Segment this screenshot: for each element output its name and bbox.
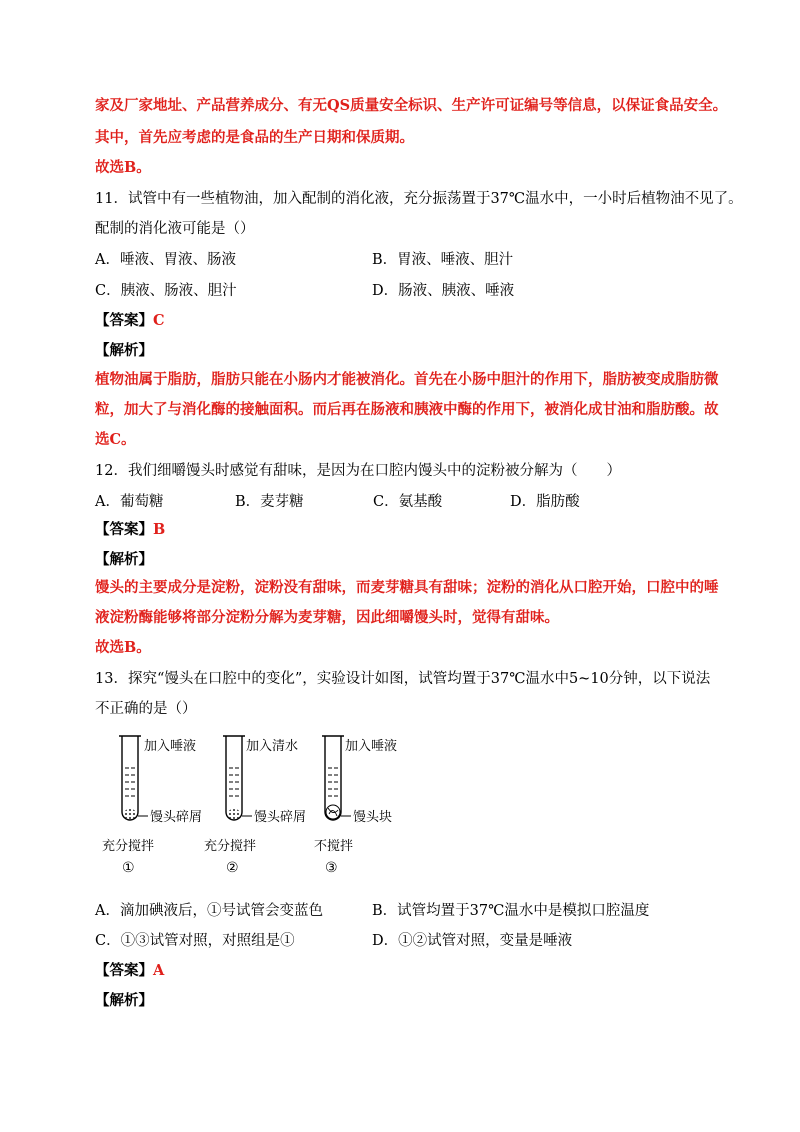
tube-3-top-label: 加入唾液 [345,739,398,754]
tube-2-side-label: 馒头碎屑 [254,810,307,825]
test-tube-1 [102,736,202,876]
q12-stem: 12．我们细嚼馒头时感觉有甜味，是因为在口腔内馒头中的淀粉被分解为（ ） [95,463,621,479]
q11-option-d: D．肠液、胰液、唾液 [372,283,515,299]
experiment-figure [100,728,430,880]
q13-option-c: C．①③试管对照，对照组是① [95,933,295,949]
q11-answer [95,311,165,331]
tube-1-number: ① [122,860,135,876]
answer-value: B [153,521,166,538]
q13-stem-line-1: 13．探究“馒头在口腔中的变化”，实验设计如图，试管均置于37℃温水中5~10分钟，以下说法 [95,671,711,687]
q12-option-c: C．氨基酸 [373,494,443,510]
tube-3-side-label: 馒头块 [353,810,393,825]
q13-option-b: B．试管均置于37℃温水中是模拟口腔温度 [372,903,650,919]
q10-analysis-line-2: 其中，首先应考虑的是食品的生产日期和保质期。 [95,129,414,146]
q11-option-a: A．唾液、胃液、肠液 [95,252,236,268]
q13-option-a: A．滴加碘液后，①号试管会变蓝色 [95,903,323,919]
q11-analysis-line-1: 植物油属于脂肪，脂肪只能在小肠内才能被消化。首先在小肠中胆汁的作用下，脂肪被变成脂肪微 [95,371,719,388]
answer-value: C [153,312,165,329]
q12-option-d: D．脂肪酸 [510,494,580,510]
tube-1-top-label: 加入唾液 [144,739,197,754]
q11-analysis-line-2: 粒，加大了与消化酶的接触面积。而后再在肠液和胰液中酶的作用下，被消化成甘油和脂肪酸。故 [95,401,719,418]
q12-analysis-line-2: 液淀粉酶能够将部分淀粉分解为麦芽糖，因此细嚼馒头时，觉得有甜味。 [95,609,559,626]
q11-analysis-label: 【解析】 [95,342,153,359]
q12-option-b: B．麦芽糖 [235,494,304,510]
q13-answer [95,961,164,981]
q11-option-b: B．胃液、唾液、胆汁 [372,252,514,268]
q12-conclusion: 故选B。 [95,639,151,656]
answer-label: 【答案】 [95,521,153,538]
q11-option-c: C．胰液、肠液、胆汁 [95,283,237,299]
tube-3-number: ③ [325,860,338,876]
q12-analysis-label: 【解析】 [95,551,153,568]
test-tube-3 [314,736,397,876]
q10-analysis-line-1: 家及厂家地址、产品营养成分、有无QS质量安全标识、生产许可证编号等信息，以保证食品安全。 [95,97,728,114]
tube-2-number: ② [226,860,239,876]
answer-label: 【答案】 [95,962,153,979]
tube-1-side-label: 馒头碎屑 [150,810,203,825]
q12-answer [95,520,165,540]
q13-option-d: D．①②试管对照，变量是唾液 [372,933,573,949]
q13-analysis-label: 【解析】 [95,992,153,1009]
test-tube-2 [204,736,306,876]
tube-1-bottom-label: 充分搅拌 [102,839,155,854]
q11-stem-line-1: 11．试管中有一些植物油，加入配制的消化液，充分振荡置于37℃温水中，一小时后植物油不见了。 [95,191,743,207]
q13-stem-line-2: 不正确的是（） [95,701,197,717]
answer-label: 【答案】 [95,312,153,329]
answer-value: A [153,962,165,979]
q11-stem-line-2: 配制的消化液可能是（） [95,221,255,237]
q12-option-a: A．葡萄糖 [95,494,164,510]
q12-analysis-line-1: 馒头的主要成分是淀粉，淀粉没有甜味，而麦芽糖具有甜味；淀粉的消化从口腔开始，口腔中的唾 [95,579,719,596]
q10-conclusion: 故选B。 [95,159,151,176]
tube-2-top-label: 加入清水 [246,739,299,754]
tube-2-bottom-label: 充分搅拌 [204,839,257,854]
tube-3-bottom-label: 不搅拌 [314,839,354,854]
q11-analysis-line-3: 选C。 [95,431,136,448]
